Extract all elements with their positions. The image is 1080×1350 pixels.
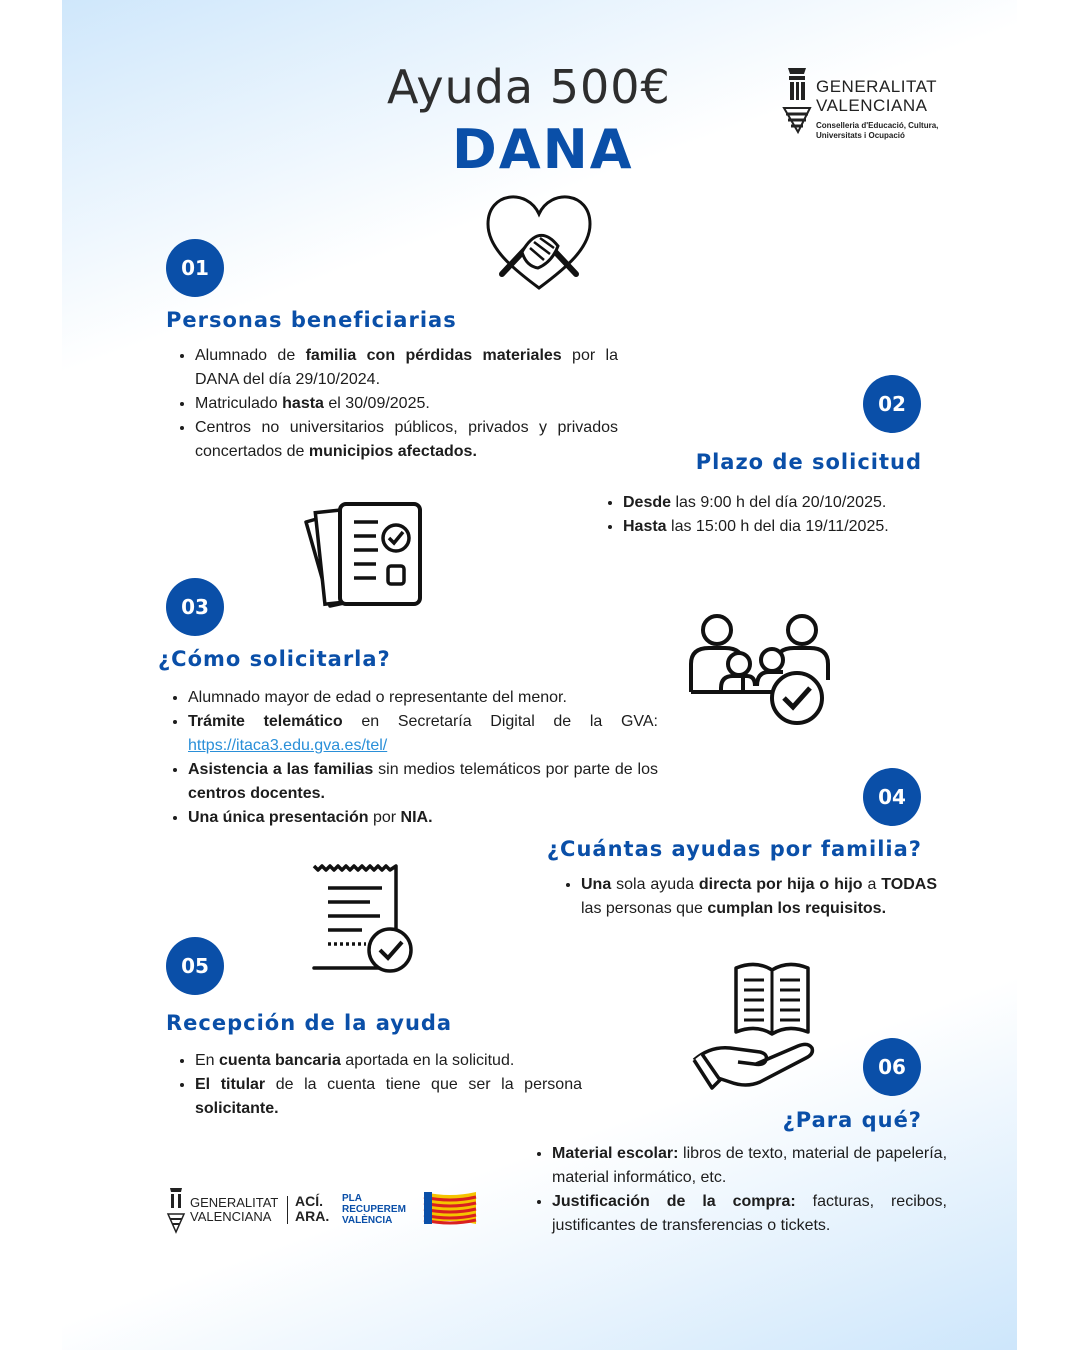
itaca-link[interactable]: https://itaca3.edu.gva.es/tel/ <box>188 737 388 754</box>
generalitat-crest-icon <box>166 1186 186 1234</box>
text: el 30/09/2025. <box>323 395 430 412</box>
bold-text: Justificación de la compra: <box>552 1193 796 1210</box>
footer-recuperem: RECUPEREM <box>342 1204 406 1215</box>
documents-checklist-icon <box>304 500 424 610</box>
section-03-title: ¿Cómo solicitarla? <box>158 647 391 671</box>
section-05-title: Recepción de la ayuda <box>166 1011 453 1035</box>
handshake-heart-icon <box>482 182 597 297</box>
footer-gv-line2: VALENCIANA <box>190 1209 272 1224</box>
list-item <box>195 392 618 416</box>
receipt-check-icon <box>310 862 418 977</box>
section-06-number: 06 <box>863 1038 921 1096</box>
text: facturas, recibos, justificantes de transferencias o tickets. <box>552 1193 947 1234</box>
footer-pla: PLA <box>342 1193 362 1204</box>
bold-text: Asistencia a las familias <box>188 761 374 778</box>
bold-text: Una única presentación <box>188 809 369 826</box>
section-02-title: Plazo de solicitud <box>695 450 922 474</box>
section-04-number: 04 <box>863 768 921 826</box>
bold-text: TODAS <box>881 876 937 893</box>
logo-sub2: Universitats i Ocupació <box>816 131 905 140</box>
section-04-title: ¿Cuántas ayudas por familia? <box>546 837 922 861</box>
text: libros de texto, material de papelería, material informático, etc. <box>552 1145 948 1186</box>
text: a <box>862 876 882 893</box>
bold-text: Trámite telemático <box>188 713 343 730</box>
text: Alumnado mayor de edad o representante del menor. <box>188 689 567 706</box>
section-02-number: 02 <box>863 375 921 433</box>
logo-line1: GENERALITAT <box>816 77 938 96</box>
page-subtitle: DANA <box>452 118 634 181</box>
section-06-list <box>532 1142 947 1238</box>
bold-text: directa por hija o hijo <box>698 876 863 893</box>
text: por <box>368 809 401 826</box>
list-item <box>195 1049 582 1073</box>
bold-text: cumplan los requisitos. <box>707 900 887 917</box>
text: aportada en la solicitud. <box>340 1052 515 1069</box>
bold-text: municipios afectados. <box>308 443 477 460</box>
generalitat-logo-top <box>780 64 980 140</box>
page-title: Ayuda 500€ <box>387 60 671 114</box>
book-hand-icon <box>690 956 828 1092</box>
bold-text: solicitante. <box>195 1100 279 1117</box>
footer-valencia: VALÈNCIA <box>342 1215 393 1226</box>
text: sin medios telemáticos por parte de los <box>373 761 658 778</box>
section-05-list <box>175 1049 582 1121</box>
bold-text: Desde <box>623 494 672 511</box>
bold-text: Material escolar: <box>552 1145 679 1162</box>
bold-text: hasta <box>282 395 324 412</box>
section-04-list <box>561 873 937 921</box>
text: Centros no universitarios públicos, privados y privados concertados de <box>195 419 618 460</box>
infographic-page <box>62 0 1017 1350</box>
bold-text: Una <box>581 876 612 893</box>
footer-logos <box>166 1184 486 1236</box>
text: las 15:00 h del dia 19/11/2025. <box>666 518 889 535</box>
list-item <box>195 1073 582 1121</box>
list-item <box>623 515 953 539</box>
text: En <box>195 1052 220 1069</box>
list-item <box>188 758 658 806</box>
footer-ara: ARA. <box>295 1208 330 1224</box>
bold-text: Hasta <box>623 518 667 535</box>
text: las 9:00 h del día 20/10/2025. <box>671 494 887 511</box>
section-01-title: Personas beneficiarias <box>166 308 457 332</box>
bold-text: centros docentes. <box>188 785 325 802</box>
section-01-list <box>175 344 618 464</box>
section-01-number: 01 <box>166 239 224 297</box>
section-05-number: 05 <box>166 937 224 995</box>
bold-text: NIA. <box>400 809 433 826</box>
generalitat-crest-icon <box>780 64 814 132</box>
list-item <box>195 416 618 464</box>
list-item <box>623 491 953 515</box>
bold-text: familia con pérdidas materiales <box>305 347 562 364</box>
section-02-list <box>603 491 953 539</box>
footer-divider <box>287 1196 288 1224</box>
text: Alumnado de <box>195 347 306 364</box>
list-item <box>581 873 937 921</box>
text: las personas que <box>581 900 708 917</box>
section-06-title: ¿Para qué? <box>782 1108 922 1132</box>
list-item <box>188 686 658 710</box>
list-item <box>188 710 658 758</box>
bold-text: El titular <box>195 1076 266 1093</box>
bold-text: cuenta bancaria <box>219 1052 341 1069</box>
senyera-flag-icon <box>420 1190 480 1228</box>
list-item <box>195 344 618 392</box>
section-03-list <box>168 686 658 830</box>
section-03-number: 03 <box>166 578 224 636</box>
list-item <box>552 1142 947 1190</box>
family-check-icon <box>687 610 832 728</box>
logo-sub1: Conselleria d'Educació, Cultura, <box>816 121 939 130</box>
list-item <box>188 806 658 830</box>
text: en Secretaría Digital de la GVA: <box>342 713 659 730</box>
text: por la DANA del día 29/10/2024. <box>195 347 619 388</box>
text: sola ayuda <box>611 876 699 893</box>
text: Matriculado <box>195 395 283 412</box>
footer-aci: ACÍ. <box>295 1193 323 1209</box>
logo-line2: VALENCIANA <box>816 96 928 115</box>
text: de la cuenta tiene que ser la persona <box>265 1076 582 1093</box>
footer-gv-line1: GENERALITAT <box>190 1195 279 1210</box>
list-item <box>552 1190 947 1238</box>
